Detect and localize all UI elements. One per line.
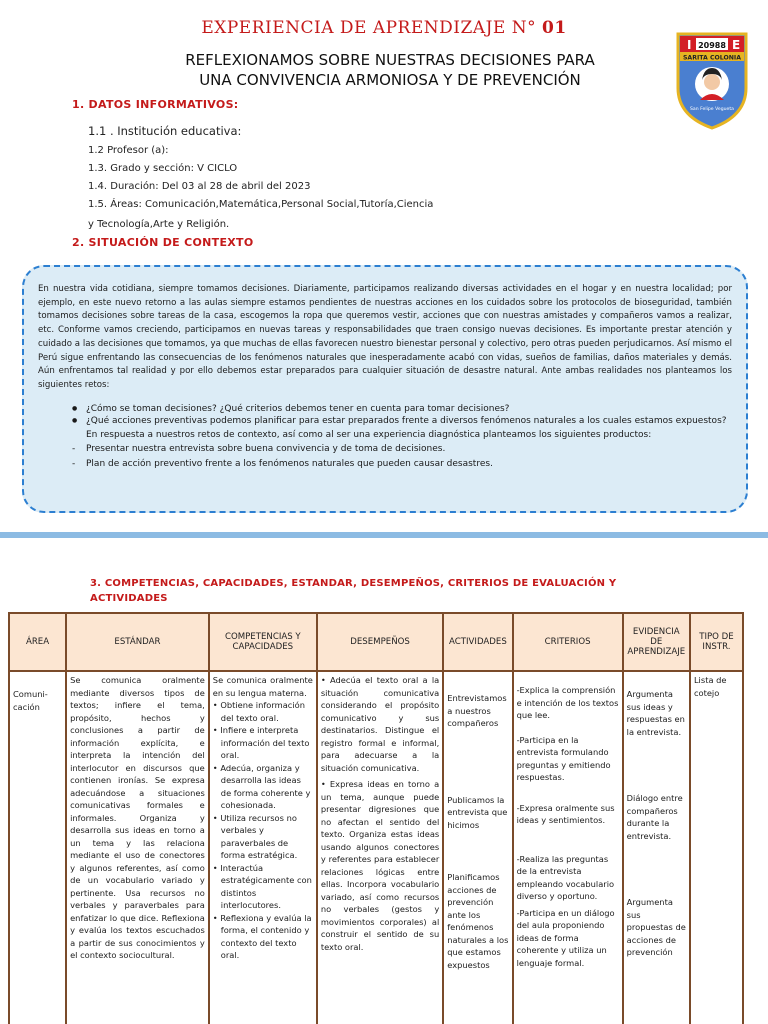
context-paragraph: En nuestra vida cotidiana, siempre tomamos decisiones. Diariamente, participamos realizando diversas actividades en el hogar y en nuestra localidad; por ejemplo, en este nuevo retorno a las aulas siempre estamos pendientes de nuestras acciones en los cuidados sobre los protocolos de bioseguridad, también tomamos decisiones sobre tareas de la casa, escogemos la ropa que queremos vestir, acciones que con nuestras amistades y compañeros vamos a realizar, etc. Conforme vamos creciendo, participamos en nuevas tareas y responsabilidades que traen consigo nuevas decisiones. Es importante prestar atención y cuidado a las decisiones que tomamos, ya que muchas de ellas favorecen nuestro bienestar personal y colectivo, pero otras pueden perjudicarnos. Así mismo el Perú sigue enfrentando las consecuencias de los fenómenos naturales que inesperadamente acabó con vidas, sueños de familias, daños materiales y demás. Aún enfrentamos tal realidad y por ello debemos estar preparados para cualquier situación de desastre natural. Ante ambas realidades nos planteamos los siguientes retos: (38, 284, 732, 390)
capacidad-item: • Adecúa, organiza y desarrolla las ideas de forma coherente y cohesionada. (212, 762, 311, 810)
section-situacion-contexto-heading: 2. SITUACIÓN DE CONTEXTO (72, 236, 254, 249)
capacidad-item: • Reflexiona y evalúa la forma, el contenido y contexto del texto oral. (212, 912, 312, 960)
cell-evidencia (623, 671, 690, 1024)
subtitle-line-2: UNA CONVIVENCIA ARMONIOSA Y DE PREVENCIÓN (199, 71, 581, 89)
criterio-item: -Expresa oralmente sus ideas y sentimientos. (516, 802, 615, 825)
seal-name: SARITA COLONIA (682, 54, 742, 62)
info-grado-seccion: 1.3. Grado y sección: V CICLO (88, 163, 238, 174)
retos-list (72, 403, 732, 428)
actividad-item: Planificamos acciones de prevención ante los fenómenos naturales a los que estamos expuestos (447, 872, 509, 970)
info-institucion: 1.1 . Institución educativa: (88, 124, 242, 138)
evidencia-item: Argumenta sus ideas y respuestas en la entrevista. (626, 689, 685, 737)
producto-item: - Presentar nuestra entrevista sobre buena convivencia y de toma de decisiones. (72, 442, 732, 457)
cell-actividades (443, 671, 512, 1024)
evidencia-item: Diálogo entre compañeros durante la entrevista. (626, 793, 683, 841)
capacidad-item: • Obtiene información del texto oral. (212, 700, 305, 723)
reto-item: ● ¿Qué acciones preventivas podemos planificar para estar preparados frente a diversos fenómenos naturales a los cuales estamos expuestos? (72, 415, 732, 428)
cell-tipo-instr: Lista de cotejo (690, 671, 743, 1024)
info-areas: 1.5. Áreas: Comunicación,Matemática,Personal Social,Tutoría,Ciencia (88, 199, 434, 210)
desempeno-item: • Expresa ideas en torno a un tema, aunque puede presentar digresiones que no afectan el sentido del texto. Organiza estas ideas usando algunos conectores y referentes para establecer relaciones lógicas entre ellas. Incorpora vocabulario variado, así como recursos no verbales (gestos y movimientos corporales) al construir el sentido de su texto oral. (320, 779, 440, 952)
criterio-item: -Participa en un diálogo del aula proponiendo ideas de forma coherente y utiliza un lenguaje formal. (516, 907, 615, 968)
desempeno-item: • Adecúa el texto oral a la situación comunicativa considerando el propósito comunicativo y sus destinatarios. Distingue el registro formal e informal, para adecuarse a la situación comunicativa. (320, 675, 440, 773)
criterio-item: -Participa en la entrevista formulando preguntas y emitiendo respuestas. (516, 734, 611, 782)
seal-left-letter: I (687, 38, 692, 52)
experience-title (0, 18, 768, 38)
capacidad-item: • Interactúa estratégicamente con distintos interlocutores. (212, 862, 312, 910)
experience-title-prefix: EXPERIENCIA DE APRENDIZAJE N° (201, 18, 537, 38)
col-actividades: ACTIVIDADES (443, 613, 512, 671)
respuesta-text: En respuesta a nuestros retos de contexto, así como al ser una experiencia diagnóstica planteamos los siguientes productos: (86, 429, 652, 440)
cell-area (9, 671, 66, 1024)
cell-competencias (209, 671, 317, 1024)
actividad-item: Entrevistamos a nuestros compañeros (447, 693, 507, 728)
producto-item: - Plan de acción preventivo frente a los fenómenos naturales que pueden causar desastres. (72, 457, 732, 472)
section-divider (0, 532, 768, 538)
seal-right-letter: E (732, 38, 741, 52)
competencia-text: Se comunica oralmente en su lengua materna. (212, 675, 313, 698)
seal-number: 20988 (698, 41, 726, 50)
area-name: Comuni-cación (13, 689, 48, 712)
cell-estandar: Se comunica oralmente mediante diversos tipos de textos; infiere el tema, propósito, hechos y conclusiones a partir de información explícita, e interpreta la intención del interlocutor en discursos que contienen ironías. Se expresa adecuándose a situaciones comunicativas formales e informales. Organiza y desarrolla sus ideas en torno a un tema y las relaciona mediante el uso de conectores y algunos referentes, así como de un vocabulario variado y pertinente. Usa recursos no verbales y paraverbales para enfatizar lo que dice. Reflexiona y evalúa los textos escuchados a partir de sus conocimientos y el contexto sociocultural. (66, 671, 209, 1024)
col-evidencia: EVIDENCIA DE APRENDIZAJE (623, 613, 690, 671)
col-competencias: COMPETENCIAS Y CAPACIDADES (209, 613, 317, 671)
cell-desempenos (317, 671, 443, 1024)
col-tipo-instr: TIPO DE INSTR. (690, 613, 743, 671)
school-seal-logo (674, 30, 750, 130)
criterio-item: -Explica la comprensión e intención de los textos que lee. (516, 685, 619, 720)
evidencia-item: Argumenta sus propuestas de acciones de prevención (626, 897, 686, 957)
subtitle-line-1: REFLEXIONAMOS SOBRE NUESTRAS DECISIONES PARA (185, 51, 595, 69)
section-competencias-heading: 3. COMPETENCIAS, CAPACIDADES, ESTANDAR, DESEMPEÑOS, CRITERIOS DE EVALUACIÓN Y ACTIVIDADES (90, 578, 617, 604)
info-duracion: 1.4. Duración: Del 03 al 28 de abril del 2023 (88, 181, 311, 192)
col-area: ÁREA (9, 613, 66, 671)
competencias-table (8, 612, 744, 1024)
experience-subtitle (120, 50, 660, 90)
capacidad-item: • Infiere e interpreta información del texto oral. (212, 725, 310, 760)
reto-item: ● ¿Cómo se toman decisiones? ¿Qué criterios debemos tener en cuenta para tomar decisiones? (72, 403, 732, 416)
context-box (22, 265, 748, 513)
table-row (9, 671, 743, 1024)
seal-place: San Felipe Vegueta (690, 107, 734, 112)
cell-criterios (513, 671, 623, 1024)
info-areas-cont: y Tecnología,Arte y Religión. (88, 219, 230, 230)
criterio-item: -Realiza las preguntas de la entrevista empleando vocabulario diverso y oportuno. (516, 853, 615, 901)
table-header-row (9, 613, 743, 671)
info-profesor: 1.2 Profesor (a): (88, 145, 169, 156)
section-datos-informativos-heading: 1. DATOS INFORMATIVOS: (72, 98, 239, 111)
experience-number: 01 (541, 18, 567, 38)
capacidad-item: • Utiliza recursos no verbales y paraverbales de forma estratégica. (212, 812, 298, 860)
col-desempenos: DESEMPEÑOS (317, 613, 443, 671)
col-criterios: CRITERIOS (513, 613, 623, 671)
col-estandar: ESTÁNDAR (66, 613, 209, 671)
actividad-item: Publicamos la entrevista que hicimos (447, 794, 508, 830)
